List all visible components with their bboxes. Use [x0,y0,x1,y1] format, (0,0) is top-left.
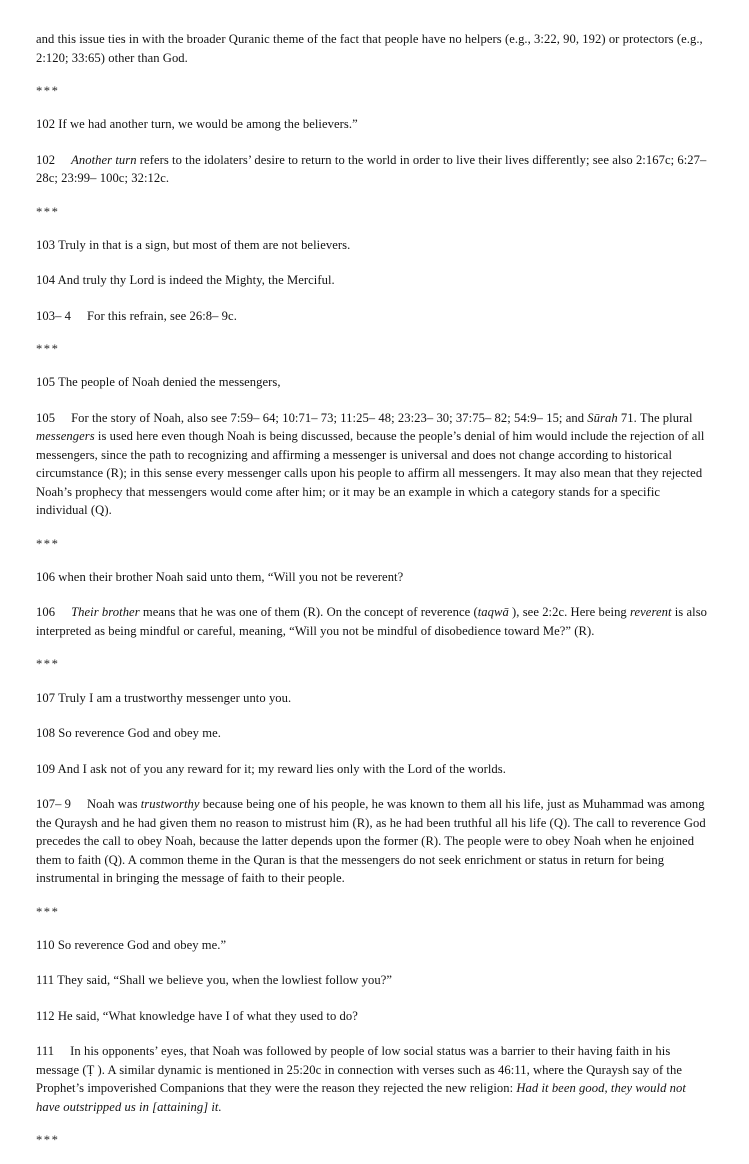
verse-112: 112 He said, “What knowledge have I of what they used to do? [36,1008,358,1023]
section-separator-6: *** [36,904,60,919]
verse-111: 111 They said, “Shall we believe you, when the lowliest follow you?” [36,973,393,988]
commentary-111 [36,1042,712,1116]
commentary-105-part-3: messengers [36,429,95,444]
commentary-105-part-0: For the story of Noah, also see 7:59– 64; 10:71– 73; 11:25– 48; 23:23– 30; 37:75– 82; 54:9– 15; and [71,410,588,425]
verse-108: 108 So reverence God and obey me. [36,726,221,741]
paragraph-continuation-helpers: and this issue ties in with the broader Quranic theme of the fact that people have no helpers (e.g., 3:22, 90, 192) or protectors (e.g., 2:120; 33:65) other than God. [36,32,703,65]
verse-106: 106 when their brother Noah said unto them, “Will you not be reverent? [36,569,404,584]
commentary-107-9-part-0: Noah was [87,797,141,812]
commentary-102-ref: 102 [36,152,56,167]
commentary-107-9-part-2: because being one of his people, he was known to them all his life, just as Muhammad was among the Quraysh and he had given them no reason to mistrust him (R), as he had been truthful all his life (Q). The call to reverence God precedes the call to obey Noah, because the latter depends upon the former (R). The people were to obey Noah when he enjoined them to faith (Q). A common theme in the Quran is that the messengers do not seek enrichment or status in return for being instrumental in bringing the message of faith to their people. [36,797,706,886]
section-separator-2: *** [36,204,60,219]
commentary-105-part-2: 71. The plural [617,410,693,425]
verse-103: 103 Truly in that is a sign, but most of them are not believers. [36,237,351,252]
section-separator-3: *** [36,342,60,357]
commentary-106-part-0: Their brother [71,605,140,620]
commentary-107-9-part-1: trustworthy [140,797,200,812]
verse-109: 109 And I ask not of you any reward for it; my reward lies only with the Lord of the worlds. [36,761,506,776]
commentary-102-body: refers to the idolaters’ desire to return to the world in order to live their lives differently; see also 2:167c; 6:27– 28c; 23:99– 100c; 32:12c. [36,152,707,186]
commentary-105 [36,409,712,520]
commentary-105-part-1: Sūrah [587,410,618,425]
commentary-107-9 [36,795,712,888]
commentary-106 [36,603,712,640]
commentary-102 [36,151,712,188]
section-separator-5: *** [36,657,60,672]
commentary-102-lead-italic: Another turn [71,152,137,167]
commentary-107-9-ref: 107– 9 [36,797,72,812]
verse-102: 102 If we had another turn, we would be among the believers.” [36,117,358,132]
section-separator-1: *** [36,84,60,98]
verse-105: 105 The people of Noah denied the messengers, [36,375,281,390]
verse-107: 107 Truly I am a trustworthy messenger unto you. [36,690,292,705]
section-separator-4: *** [36,536,60,551]
verse-104: 104 And truly thy Lord is indeed the Mighty, the Merciful. [36,273,335,288]
commentary-106-part-4: reverent [630,605,672,620]
commentary-111-ref: 111 [36,1044,55,1059]
commentary-105-part-4: is used here even though Noah is being discussed, because the people’s denial of him would include the rejection of all messengers, since the path to recognizing and affirming a messenger is universal and does not change according to historical circumstance (R); in this sense every messenger calls upon his people to affirm all messengers. It may also mean that they rejected Noah’s prophecy that messengers would come after him; or it may be an example in which a category stands for a specific individual (Q). [36,429,705,518]
commentary-106-part-5: is also interpreted as being mindful or careful, meaning, “Will you not be mindful of disobedience toward Me?” (R). [36,605,708,638]
commentary-106-part-2: taqwā [477,605,509,620]
commentary-103-4-ref: 103– 4 [36,308,72,323]
commentary-103-4 [36,307,712,326]
commentary-103-4-body: For this refrain, see 26:8– 9c. [87,308,237,323]
commentary-111-part-1: Had it been good, they would not have outstripped us in [attaining] it. [36,1081,686,1114]
commentary-111-part-0: In his opponents’ eyes, that Noah was followed by people of low social status was a barrier to their having faith in his message (Ṭ ). A similar dynamic is mentioned in 25:20c in connection with verses such as 46:11, where the Quraysh say of the Prophet’s impoverished Companions that they were the reason they rejected the new religion: [36,1044,682,1096]
page-content [36,30,712,1164]
commentary-106-part-3: ), see 2:2c. Here being [508,605,630,620]
commentary-106-ref: 106 [36,605,56,620]
verse-110: 110 So reverence God and obey me.” [36,937,227,952]
section-separator-7: *** [36,1133,60,1148]
commentary-106-part-1: means that he was one of them (R). On the concept of reverence ( [139,605,478,620]
commentary-105-ref: 105 [36,410,56,425]
